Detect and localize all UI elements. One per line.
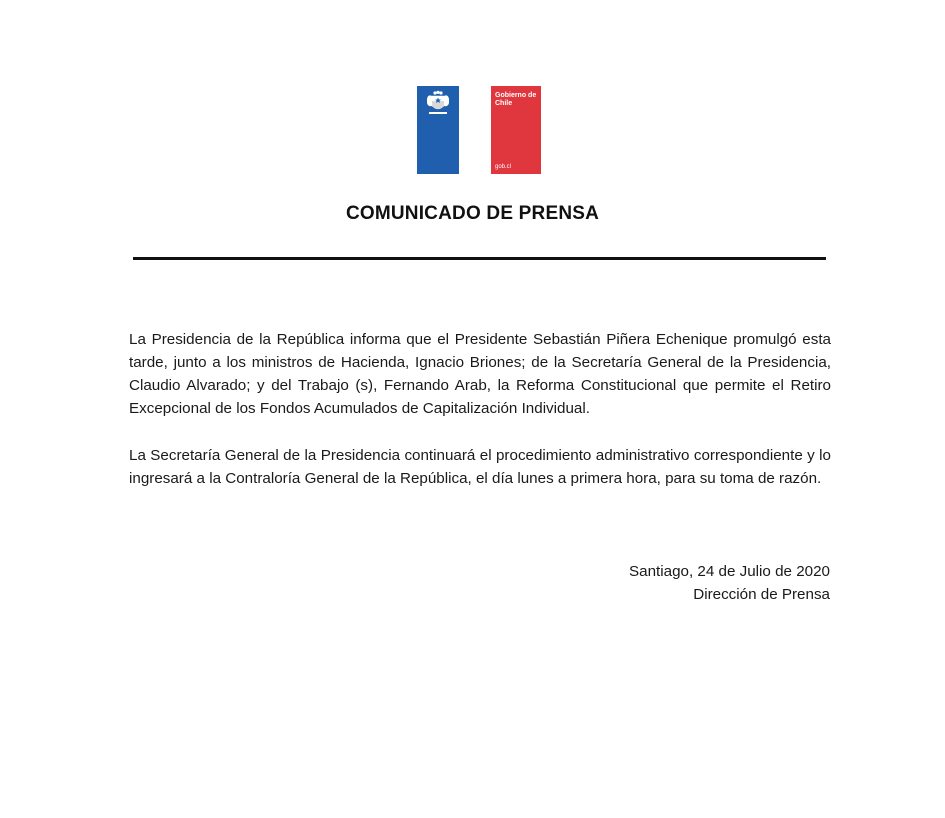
logo-brand-text: Gobierno de Chile bbox=[495, 92, 537, 107]
logo-url-text: gob.cl bbox=[495, 164, 512, 170]
page-title: COMUNICADO DE PRENSA bbox=[345, 203, 600, 224]
signature-place-date: Santiago, 24 de Julio de 2020 bbox=[629, 563, 830, 580]
logo-red-panel bbox=[491, 86, 541, 174]
signature-office: Dirección de Prensa bbox=[693, 586, 830, 603]
paragraph-2: La Secretaría General de la Presidencia continuará el procedimiento administrativo correspondiente y lo ingresará a la Contraloría General de la República, el día lunes a primera hora, para su toma de razón. bbox=[129, 447, 831, 487]
gobierno-logo bbox=[417, 86, 541, 174]
coat-of-arms-icon bbox=[423, 90, 453, 118]
title-underline bbox=[133, 257, 826, 260]
paragraph-1: La Presidencia de la República informa que el Presidente Sebastián Piñera Echenique promulgó esta tarde, junto a los ministros de Hacienda, Ignacio Briones; de la Secretaría General de la Presidencia, Claudio Alvarado; y del Trabajo (s), Fernando Arab, la Reforma Constitucional que permite el Retiro Excepcional de los Fondos Acumulados de Capitalización Individual. bbox=[129, 331, 831, 417]
signature-block bbox=[629, 560, 830, 606]
logo-blue-panel bbox=[417, 86, 459, 174]
